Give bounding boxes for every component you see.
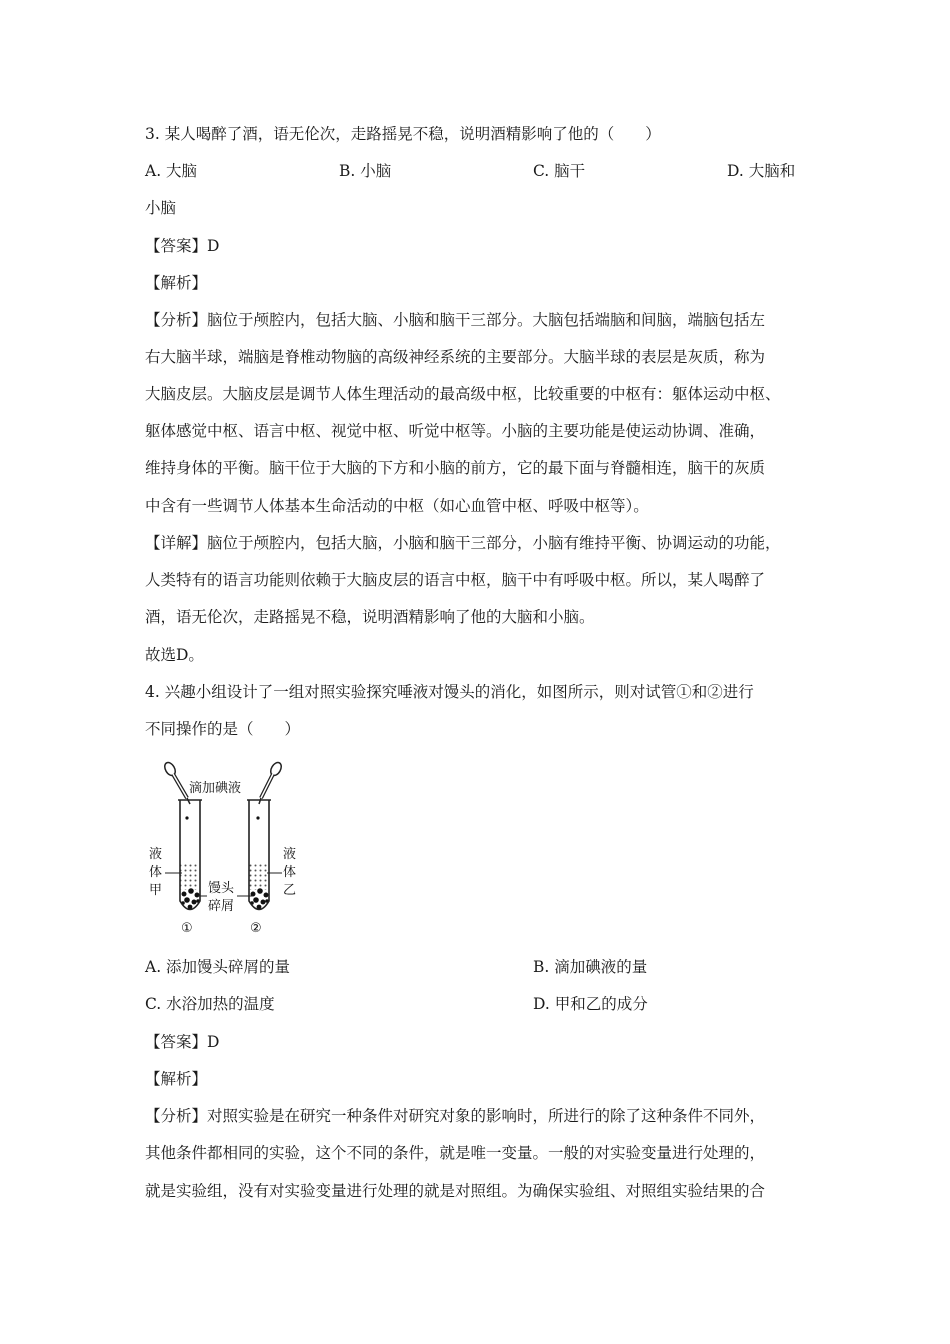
q3-detail-line: 【详解】脑位于颅腔内，包括大脑，小脑和脑干三部分，小脑有维持平衡、协调运动的功能， — [145, 534, 781, 552]
q3-detail-line: 酒，语无伦次，走路摇晃不稳，说明酒精影响了他的大脑和小脑。 — [145, 608, 595, 626]
liquid-a-label-char: 液 — [149, 847, 163, 862]
q3-conclusion: 故选D。 — [145, 646, 204, 664]
q4-analysis-line: 就是实验组，没有对实验变量进行处理的就是对照组。为确保实验组、对照组实验结果的合 — [145, 1182, 766, 1200]
q4-option-d: D. 甲和乙的成分 — [533, 995, 648, 1013]
q3-analysis-line: 躯体感觉中枢、语言中枢、视觉中枢、听觉中枢等。小脑的主要功能是使运动协调、准确， — [145, 422, 766, 440]
q4-analysis-label: 【解析】 — [145, 1070, 208, 1088]
q4-option-a: A. 添加馒头碎屑的量 — [145, 958, 291, 976]
q3-analysis-line: 【分析】脑位于颅腔内，包括大脑、小脑和脑干三部分。大脑包括端脑和间脑，端脑包括左 — [145, 311, 766, 329]
liquid-b-label-char: 体 — [283, 865, 297, 880]
q4-option-b: B. 滴加碘液的量 — [533, 958, 648, 976]
q4-analysis-line: 【分析】对照实验是在研究一种条件对研究对象的影响时，所进行的除了这种条件不同外， — [145, 1107, 766, 1125]
q3-stem: 3. 某人喝醉了酒，语无伦次，走路摇晃不稳，说明酒精影响了他的（ ） — [145, 125, 661, 143]
dropper-icon — [163, 761, 190, 804]
liquid-a-label-char: 体 — [149, 865, 163, 880]
test-tube-figure — [143, 758, 318, 938]
q4-stem-line: 4. 兴趣小组设计了一组对照实验探究唾液对馒头的消化，如图所示，则对试管①和②进行 — [145, 683, 754, 701]
q3-option-a: A. 大脑 — [145, 162, 198, 180]
q3-option-d-wrap: 小脑 — [145, 199, 177, 217]
test-tube-2 — [247, 800, 271, 910]
q3-analysis-label: 【解析】 — [145, 274, 208, 292]
q3-analysis-line: 右大脑半球，端脑是脊椎动物脑的高级神经系统的主要部分。大脑半球的表层是灰质，称为 — [145, 348, 766, 366]
q4-answer: 【答案】D — [145, 1033, 220, 1051]
test-tube-1 — [178, 800, 202, 910]
q3-option-b: B. 小脑 — [339, 162, 392, 180]
liquid-b-label-char: 乙 — [283, 883, 297, 898]
crumbs-label: 碎屑 — [208, 899, 235, 914]
drop-iodine-label: 滴加碘液 — [189, 781, 242, 796]
q4-stem-line: 不同操作的是（ ） — [145, 720, 301, 738]
q4-option-c: C. 水浴加热的温度 — [145, 995, 275, 1013]
liquid-b-label-char: 液 — [283, 847, 297, 862]
q3-analysis-line: 中含有一些调节人体基本生命活动的中枢（如心血管中枢、呼吸中枢等）。 — [145, 497, 649, 515]
tube-2-number: ② — [250, 921, 262, 936]
tube-1-number: ① — [181, 921, 193, 936]
q3-option-d: D. 大脑和 — [727, 162, 796, 180]
crumbs-label: 馒头 — [208, 881, 235, 896]
q3-option-c: C. 脑干 — [533, 162, 586, 180]
q3-analysis-line: 维持身体的平衡。脑干位于大脑的下方和小脑的前方，它的最下面与脊髓相连，脑干的灰质 — [145, 459, 766, 477]
q3-answer: 【答案】D — [145, 237, 220, 255]
liquid-a-label-char: 甲 — [149, 883, 163, 898]
dropper-icon — [259, 761, 283, 804]
q3-analysis-line: 大脑皮层。大脑皮层是调节人体生理活动的最高级中枢，比较重要的中枢有：躯体运动中枢、 — [145, 385, 781, 403]
q3-detail-line: 人类特有的语言功能则依赖于大脑皮层的语言中枢，脑干中有呼吸中枢。所以，某人喝醉了 — [145, 571, 766, 589]
q4-analysis-line: 其他条件都相同的实验，这个不同的条件，就是唯一变量。一般的对实验变量进行处理的， — [145, 1144, 766, 1162]
